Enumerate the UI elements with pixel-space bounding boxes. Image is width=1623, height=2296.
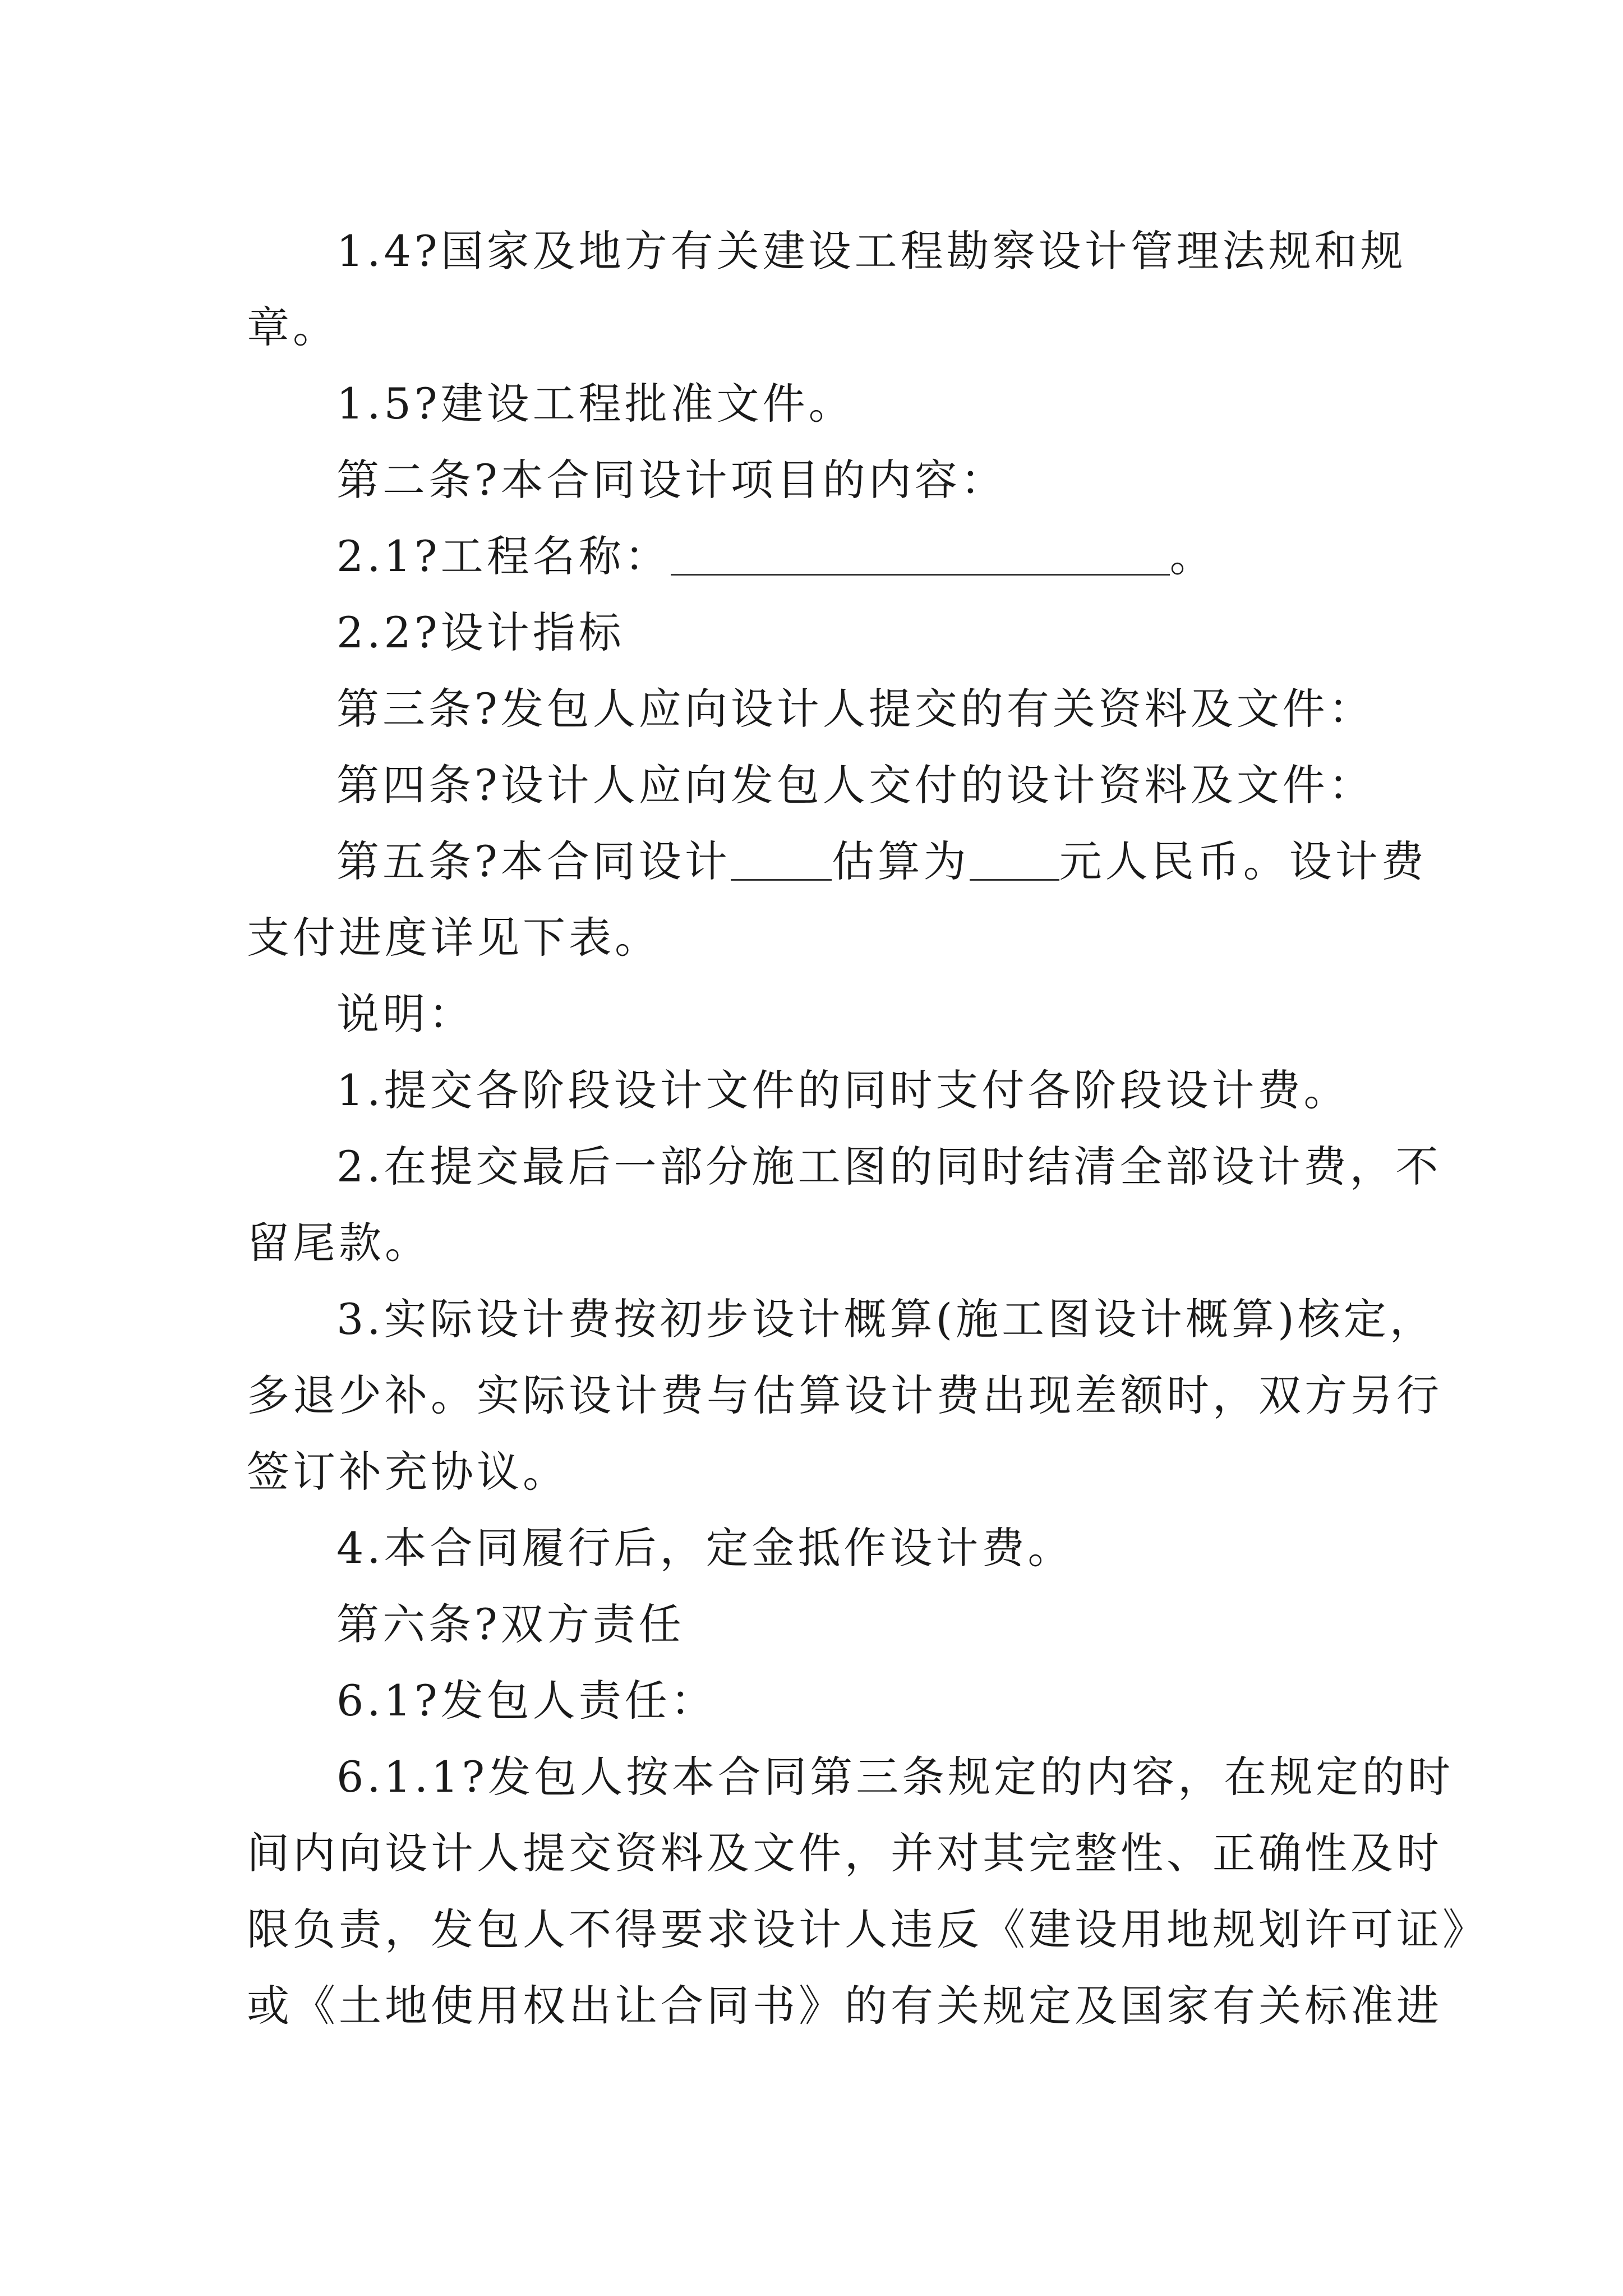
line-text: 第二条?本合同设计项目的内容：: [336, 455, 1007, 505]
text-line: [247, 213, 1407, 289]
text-line: [247, 442, 1391, 518]
line-text: 4.本合同履行后，定金抵作设计费。: [336, 1523, 1074, 1573]
line-text: 1.5?建设工程批准文件。: [336, 379, 855, 429]
line-text: 估算为: [831, 836, 970, 886]
text-line: [247, 671, 1391, 747]
text-line: [247, 1739, 1454, 1815]
text-line: [247, 900, 1391, 976]
line-text: 支付进度详见下表。: [247, 913, 661, 963]
line-text: 2.在提交最后一部分施工图的同时结清全部设计费，不: [336, 1142, 1442, 1191]
line-text: 留尾款。: [247, 1218, 431, 1268]
line-text: 限负责，发包人不得要求设计人违反《建设用地规划许可证》: [247, 1904, 1488, 1954]
line-text: 第三条?发包人应向设计人提交的有关资料及文件：: [336, 684, 1375, 734]
text-line: [247, 1968, 1442, 2044]
text-line: [247, 289, 1391, 366]
line-text: 第五条?本合同设计: [336, 836, 731, 886]
line-text: 元人民币。设计费: [1059, 836, 1427, 886]
text-line: [247, 1052, 1391, 1129]
design-item-blank: [731, 840, 832, 881]
line-text: 第六条?双方责任: [336, 1599, 685, 1649]
amount-blank: [970, 840, 1059, 881]
text-line: [247, 366, 1391, 442]
text-line: [247, 823, 1427, 900]
text-line: [247, 1358, 1442, 1434]
line-text: 。: [1169, 531, 1216, 581]
text-line: [247, 518, 1391, 595]
text-line: [247, 595, 1391, 671]
line-text: 签订补充协议。: [247, 1447, 569, 1497]
text-line: [247, 1892, 1488, 1968]
text-line: [247, 1663, 1391, 1739]
line-text: 3.实际设计费按初步设计概算(施工图设计概算)核定，: [336, 1294, 1436, 1344]
document-page: [247, 213, 1488, 2044]
line-text: 章。: [247, 302, 339, 352]
text-line: [247, 976, 1391, 1052]
text-line: [247, 1586, 1391, 1663]
line-text: 1.4?国家及地方有关建设工程勘察设计管理法规和规: [336, 226, 1407, 276]
text-line: [247, 747, 1391, 823]
line-text: 6.1.1?发包人按本合同第三条规定的内容，在规定的时: [336, 1752, 1454, 1802]
line-text: 或《土地使用权出让合同书》的有关规定及国家有关标准进: [247, 1981, 1442, 2031]
text-line: [247, 1815, 1442, 1892]
line-text: 间内向设计人提交资料及文件，并对其完整性、正确性及时: [247, 1828, 1442, 1878]
line-text: 1.提交各阶段设计文件的同时支付各阶段设计费。: [336, 1065, 1350, 1115]
line-text: 多退少补。实际设计费与估算设计费出现差额时，双方另行: [247, 1370, 1442, 1420]
line-text: 6.1?发包人责任：: [336, 1676, 717, 1726]
line-text: 2.1?工程名称：: [336, 531, 671, 581]
text-line: [247, 1434, 1391, 1510]
text-line: [247, 1129, 1442, 1205]
text-line: [247, 1281, 1436, 1358]
text-line: [247, 1205, 1391, 1281]
project-name-blank: [671, 535, 1170, 576]
line-text: 第四条?设计人应向发包人交付的设计资料及文件：: [336, 760, 1375, 810]
text-line: [247, 1510, 1391, 1586]
line-text: 说明：: [336, 989, 474, 1039]
line-text: 2.2?设计指标: [336, 608, 625, 657]
